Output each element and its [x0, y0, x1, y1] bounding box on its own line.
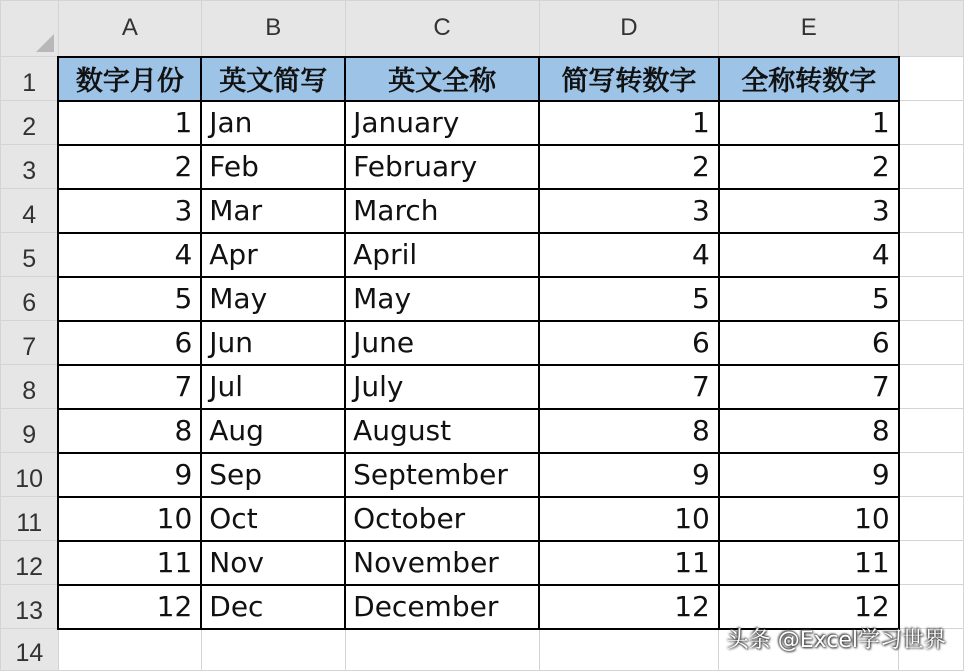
full-to-number-cell[interactable]: 11 [719, 541, 899, 585]
row-header[interactable]: 8 [1, 365, 59, 409]
full-to-number-cell[interactable]: 6 [719, 321, 899, 365]
month-number-cell[interactable]: 12 [58, 585, 201, 629]
empty-cell[interactable] [345, 629, 539, 671]
abbr-to-number-cell[interactable]: 12 [539, 585, 719, 629]
month-number-cell[interactable]: 2 [58, 145, 201, 189]
header-cell-abbr-to-number[interactable]: 简写转数字 [539, 57, 719, 101]
select-all-corner[interactable] [1, 1, 59, 57]
abbr-to-number-cell[interactable]: 5 [539, 277, 719, 321]
row-header[interactable]: 4 [1, 189, 59, 233]
column-header-a[interactable]: A [58, 1, 201, 57]
header-cell-month-number[interactable]: 数字月份 [58, 57, 201, 101]
abbreviation-cell[interactable]: Jul [201, 365, 345, 409]
empty-cell[interactable] [899, 101, 964, 145]
full-to-number-cell[interactable]: 5 [719, 277, 899, 321]
abbreviation-cell[interactable]: Aug [201, 409, 345, 453]
full-to-number-cell[interactable]: 3 [719, 189, 899, 233]
full-name-cell[interactable]: July [345, 365, 539, 409]
full-to-number-cell[interactable]: 1 [719, 101, 899, 145]
abbr-to-number-cell[interactable]: 10 [539, 497, 719, 541]
abbreviation-cell[interactable]: May [201, 277, 345, 321]
month-number-cell[interactable]: 3 [58, 189, 201, 233]
row-header[interactable]: 9 [1, 409, 59, 453]
full-to-number-cell[interactable]: 2 [719, 145, 899, 189]
abbr-to-number-cell[interactable]: 8 [539, 409, 719, 453]
month-number-cell[interactable]: 7 [58, 365, 201, 409]
full-name-cell[interactable]: April [345, 233, 539, 277]
empty-cell[interactable] [899, 321, 964, 365]
abbreviation-cell[interactable]: Oct [201, 497, 345, 541]
full-name-cell[interactable]: March [345, 189, 539, 233]
abbreviation-cell[interactable]: Jan [201, 101, 345, 145]
column-header-f[interactable] [899, 1, 964, 57]
month-number-cell[interactable]: 11 [58, 541, 201, 585]
month-number-cell[interactable]: 9 [58, 453, 201, 497]
abbreviation-cell[interactable]: Dec [201, 585, 345, 629]
abbr-to-number-cell[interactable]: 11 [539, 541, 719, 585]
abbr-to-number-cell[interactable]: 2 [539, 145, 719, 189]
full-to-number-cell[interactable]: 4 [719, 233, 899, 277]
empty-cell[interactable] [899, 453, 964, 497]
empty-cell[interactable] [899, 145, 964, 189]
month-number-cell[interactable]: 4 [58, 233, 201, 277]
row-header[interactable]: 5 [1, 233, 59, 277]
abbr-to-number-cell[interactable]: 4 [539, 233, 719, 277]
column-header-d[interactable]: D [539, 1, 719, 57]
row-header[interactable]: 2 [1, 101, 59, 145]
row-header[interactable]: 1 [1, 57, 59, 101]
header-cell-full-to-number[interactable]: 全称转数字 [719, 57, 899, 101]
watermark: 头条 @Excel学习世界 [726, 628, 946, 653]
full-name-cell[interactable]: September [345, 453, 539, 497]
row-header[interactable]: 13 [1, 585, 59, 629]
full-name-cell[interactable]: December [345, 585, 539, 629]
month-number-cell[interactable]: 1 [58, 101, 201, 145]
abbr-to-number-cell[interactable]: 1 [539, 101, 719, 145]
row-header[interactable]: 14 [1, 629, 59, 671]
full-name-cell[interactable]: May [345, 277, 539, 321]
empty-cell[interactable] [899, 497, 964, 541]
empty-cell[interactable] [899, 585, 964, 629]
empty-cell[interactable] [899, 57, 964, 101]
abbreviation-cell[interactable]: Sep [201, 453, 345, 497]
empty-cell[interactable] [201, 629, 345, 671]
abbreviation-cell[interactable]: Jun [201, 321, 345, 365]
abbreviation-cell[interactable]: Apr [201, 233, 345, 277]
column-header-b[interactable]: B [201, 1, 345, 57]
month-number-cell[interactable]: 10 [58, 497, 201, 541]
full-name-cell[interactable]: February [345, 145, 539, 189]
empty-cell[interactable] [899, 277, 964, 321]
empty-cell[interactable] [899, 233, 964, 277]
row-header[interactable]: 3 [1, 145, 59, 189]
empty-cell[interactable] [58, 629, 201, 671]
header-cell-full-name[interactable]: 英文全称 [345, 57, 539, 101]
row-header[interactable]: 6 [1, 277, 59, 321]
empty-cell[interactable] [899, 409, 964, 453]
abbr-to-number-cell[interactable]: 6 [539, 321, 719, 365]
abbr-to-number-cell[interactable]: 7 [539, 365, 719, 409]
full-to-number-cell[interactable]: 7 [719, 365, 899, 409]
full-name-cell[interactable]: August [345, 409, 539, 453]
empty-cell[interactable] [899, 189, 964, 233]
full-to-number-cell[interactable]: 8 [719, 409, 899, 453]
abbreviation-cell[interactable]: Mar [201, 189, 345, 233]
row-header[interactable]: 7 [1, 321, 59, 365]
full-name-cell[interactable]: October [345, 497, 539, 541]
abbr-to-number-cell[interactable]: 9 [539, 453, 719, 497]
abbr-to-number-cell[interactable]: 3 [539, 189, 719, 233]
abbreviation-cell[interactable]: Feb [201, 145, 345, 189]
row-header[interactable]: 12 [1, 541, 59, 585]
abbreviation-cell[interactable]: Nov [201, 541, 345, 585]
full-to-number-cell[interactable]: 12 [719, 585, 899, 629]
empty-cell[interactable] [899, 365, 964, 409]
column-header-c[interactable]: C [345, 1, 539, 57]
empty-cell[interactable] [539, 629, 719, 671]
empty-cell[interactable] [899, 541, 964, 585]
full-to-number-cell[interactable]: 9 [719, 453, 899, 497]
row-header[interactable]: 11 [1, 497, 59, 541]
full-to-number-cell[interactable]: 10 [719, 497, 899, 541]
select-all-triangle-icon [36, 34, 54, 52]
month-number-cell[interactable]: 5 [58, 277, 201, 321]
full-name-cell[interactable]: January [345, 101, 539, 145]
month-number-cell[interactable]: 8 [58, 409, 201, 453]
month-number-cell[interactable]: 6 [58, 321, 201, 365]
header-cell-abbreviation[interactable]: 英文简写 [201, 57, 345, 101]
row-header[interactable]: 10 [1, 453, 59, 497]
full-name-cell[interactable]: June [345, 321, 539, 365]
full-name-cell[interactable]: November [345, 541, 539, 585]
column-header-e[interactable]: E [719, 1, 899, 57]
